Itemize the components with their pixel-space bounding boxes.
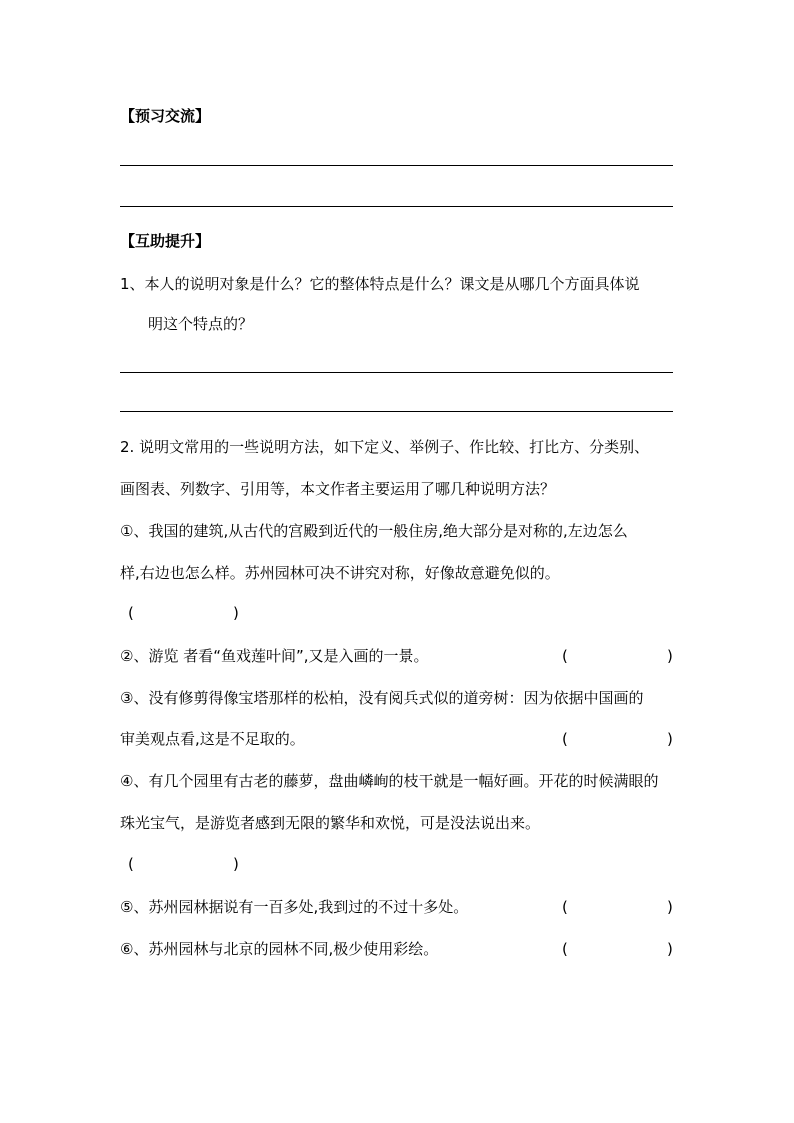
answer-line <box>120 165 673 166</box>
answer-paren-open: ( <box>562 940 568 958</box>
question-1-line-1: 1、本人的说明对象是什么？它的整体特点是什么？课文是从哪几个方面具体说 <box>120 275 640 293</box>
item-4-line-2: 珠光宝气，是游览者感到无限的繁华和欢悦，可是没法说出来。 <box>120 814 541 832</box>
question-1-line-2: 明这个特点的？ <box>148 315 254 333</box>
answer-paren-close: ) <box>667 898 673 916</box>
answer-paren-open: ( <box>562 730 568 748</box>
answer-line <box>120 372 673 373</box>
answer-line <box>120 411 673 412</box>
answer-paren-open: ( <box>128 855 134 873</box>
question-2-line-2: 画图表、列数字、引用等，本文作者主要运用了哪几种说明方法？ <box>120 480 556 498</box>
item-2-line-1: ②、游览 者看“鱼戏莲叶间”,又是入画的一景。 <box>120 647 429 665</box>
section-heading-mutual: 【互助提升】 <box>120 232 211 250</box>
item-4-line-1: ④、有几个园里有古老的藤萝，盘曲嶙峋的枝干就是一幅好画。开花的时候满眼的 <box>120 772 659 790</box>
answer-paren-close: ) <box>667 647 673 665</box>
answer-paren-close: ) <box>233 855 239 873</box>
answer-paren-close: ) <box>233 604 239 622</box>
question-2-line-1: 2. 说明文常用的一些说明方法，如下定义、举例子、作比较、打比方、分类别、 <box>120 438 650 456</box>
answer-paren-close: ) <box>667 730 673 748</box>
answer-paren-open: ( <box>562 647 568 665</box>
answer-paren-close: ) <box>667 940 673 958</box>
item-3-line-2: 审美观点看,这是不足取的。 <box>120 730 305 748</box>
item-3-line-1: ③、没有修剪得像宝塔那样的松柏，没有阅兵式似的道旁树：因为依据中国画的 <box>120 689 644 707</box>
item-1-line-1: ①、我国的建筑,从古代的宫殿到近代的一般住房,绝大部分是对称的,左边怎么 <box>120 522 628 540</box>
item-6-line-1: ⑥、苏州园林与北京的园林不同,极少使用彩绘。 <box>120 940 439 958</box>
answer-paren-open: ( <box>562 898 568 916</box>
section-heading-preview: 【预习交流】 <box>120 107 211 125</box>
item-1-line-2: 样,右边也怎么样。苏州园林可决不讲究对称，好像故意避免似的。 <box>120 564 560 582</box>
item-5-line-1: ⑤、苏州园林据说有一百多处,我到过的不过十多处。 <box>120 898 469 916</box>
answer-line <box>120 206 673 207</box>
answer-paren-open: ( <box>128 604 134 622</box>
